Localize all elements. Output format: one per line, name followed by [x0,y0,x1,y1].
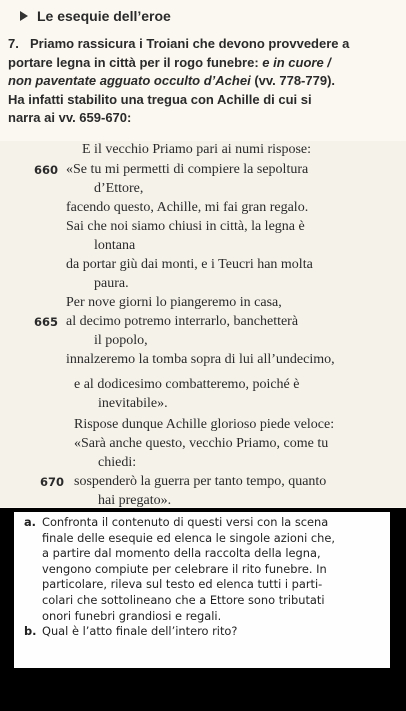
verse-line: inevitabile». [98,396,168,411]
verse-line: d’Ettore, [94,181,144,196]
verse-line: e al dodicesimo combatteremo, poiché è [74,377,300,392]
verse-line: «Sarà anche questo, vecchio Priamo, come tu [74,436,329,451]
questions-box [14,512,390,668]
verse-line: Per nove giorni lo piangeremo in casa, [66,295,282,310]
exercise-number: 7. [8,36,19,51]
quote-text: e in cuore / [262,54,331,70]
question-a-line: a partire dal momento della raccolta della legna, [42,546,321,561]
exercise-line [8,35,392,54]
exercise-line [8,54,392,73]
question-b-text: Qual è l’atto finale dell’intero rito? [42,624,238,639]
exercise-text: narra ai vv. 659-670: [8,110,132,126]
line-number: 670 [40,475,65,489]
verse-line: lontana [94,238,136,253]
question-a-line: onori funebri grandiosi e regali. [42,608,222,623]
line-number: 665 [34,315,59,329]
poem-excerpt [0,141,406,507]
verse-line: Sai che noi siamo chiusi in città, la legna è [66,219,305,234]
verse-line: paura. [94,276,129,291]
exercise-text: portare legna in città per il rogo funebre: [8,54,263,70]
verse-line: il popolo, [94,333,148,348]
section-title: Le esequie dell’eroe [37,8,171,24]
exercise-line [8,91,392,110]
verse-line: E il vecchio Priamo pari ai numi rispose: [82,142,312,157]
exercise-text: Ha infatti stabilito una tregua con Achille di cui si [8,91,312,107]
verse-line: «Se tu mi permetti di compiere la sepoltura [66,162,309,177]
verse-line: hai pregato». [98,493,172,508]
verse-line: sospenderò la guerra per tanto tempo, quanto [74,474,327,489]
verse-line: facendo questo, Achille, mi fai gran regalo. [66,200,309,215]
section-header [0,8,171,24]
line-number: 660 [34,163,59,177]
triangle-bullet-icon [20,11,28,21]
exercise-text: (vv. 778-779). [250,73,336,89]
question-a-line: Confronta il contenuto di questi versi con la scena [42,515,329,529]
verse-line: da portar giù dai monti, e i Teucri han molta [66,257,313,272]
question-a-line: finale delle esequie ed elenca le singole azioni che, [42,530,335,545]
verse-line: al decimo potremo interrarlo, banchetterà [66,314,299,329]
verse-line: innalzeremo la tomba sopra di lui all’undecimo, [66,352,335,367]
exercise-prompt [8,35,392,128]
exercise-line [8,72,392,91]
question-a-line: particolare, rileva sul testo ed elenca tutti i parti- [42,577,323,592]
quote-text: non paventate agguato occulto d’Achei [8,73,251,89]
exercise-text: Priamo rassicura i Troiani che devono provvedere a [30,36,350,51]
verse-line: Rispose dunque Achille glorioso piede veloce: [74,417,335,432]
question-a-line: vengono compiute per celebrare il rito funebre. In [42,561,327,576]
exercise-line [8,109,392,128]
question-letter: b. [24,624,37,639]
question-a-line: colari che sottolineano che a Ettore sono tributati [42,593,325,607]
verse-line: chiedi: [98,455,137,470]
question-letter: a. [24,515,37,529]
